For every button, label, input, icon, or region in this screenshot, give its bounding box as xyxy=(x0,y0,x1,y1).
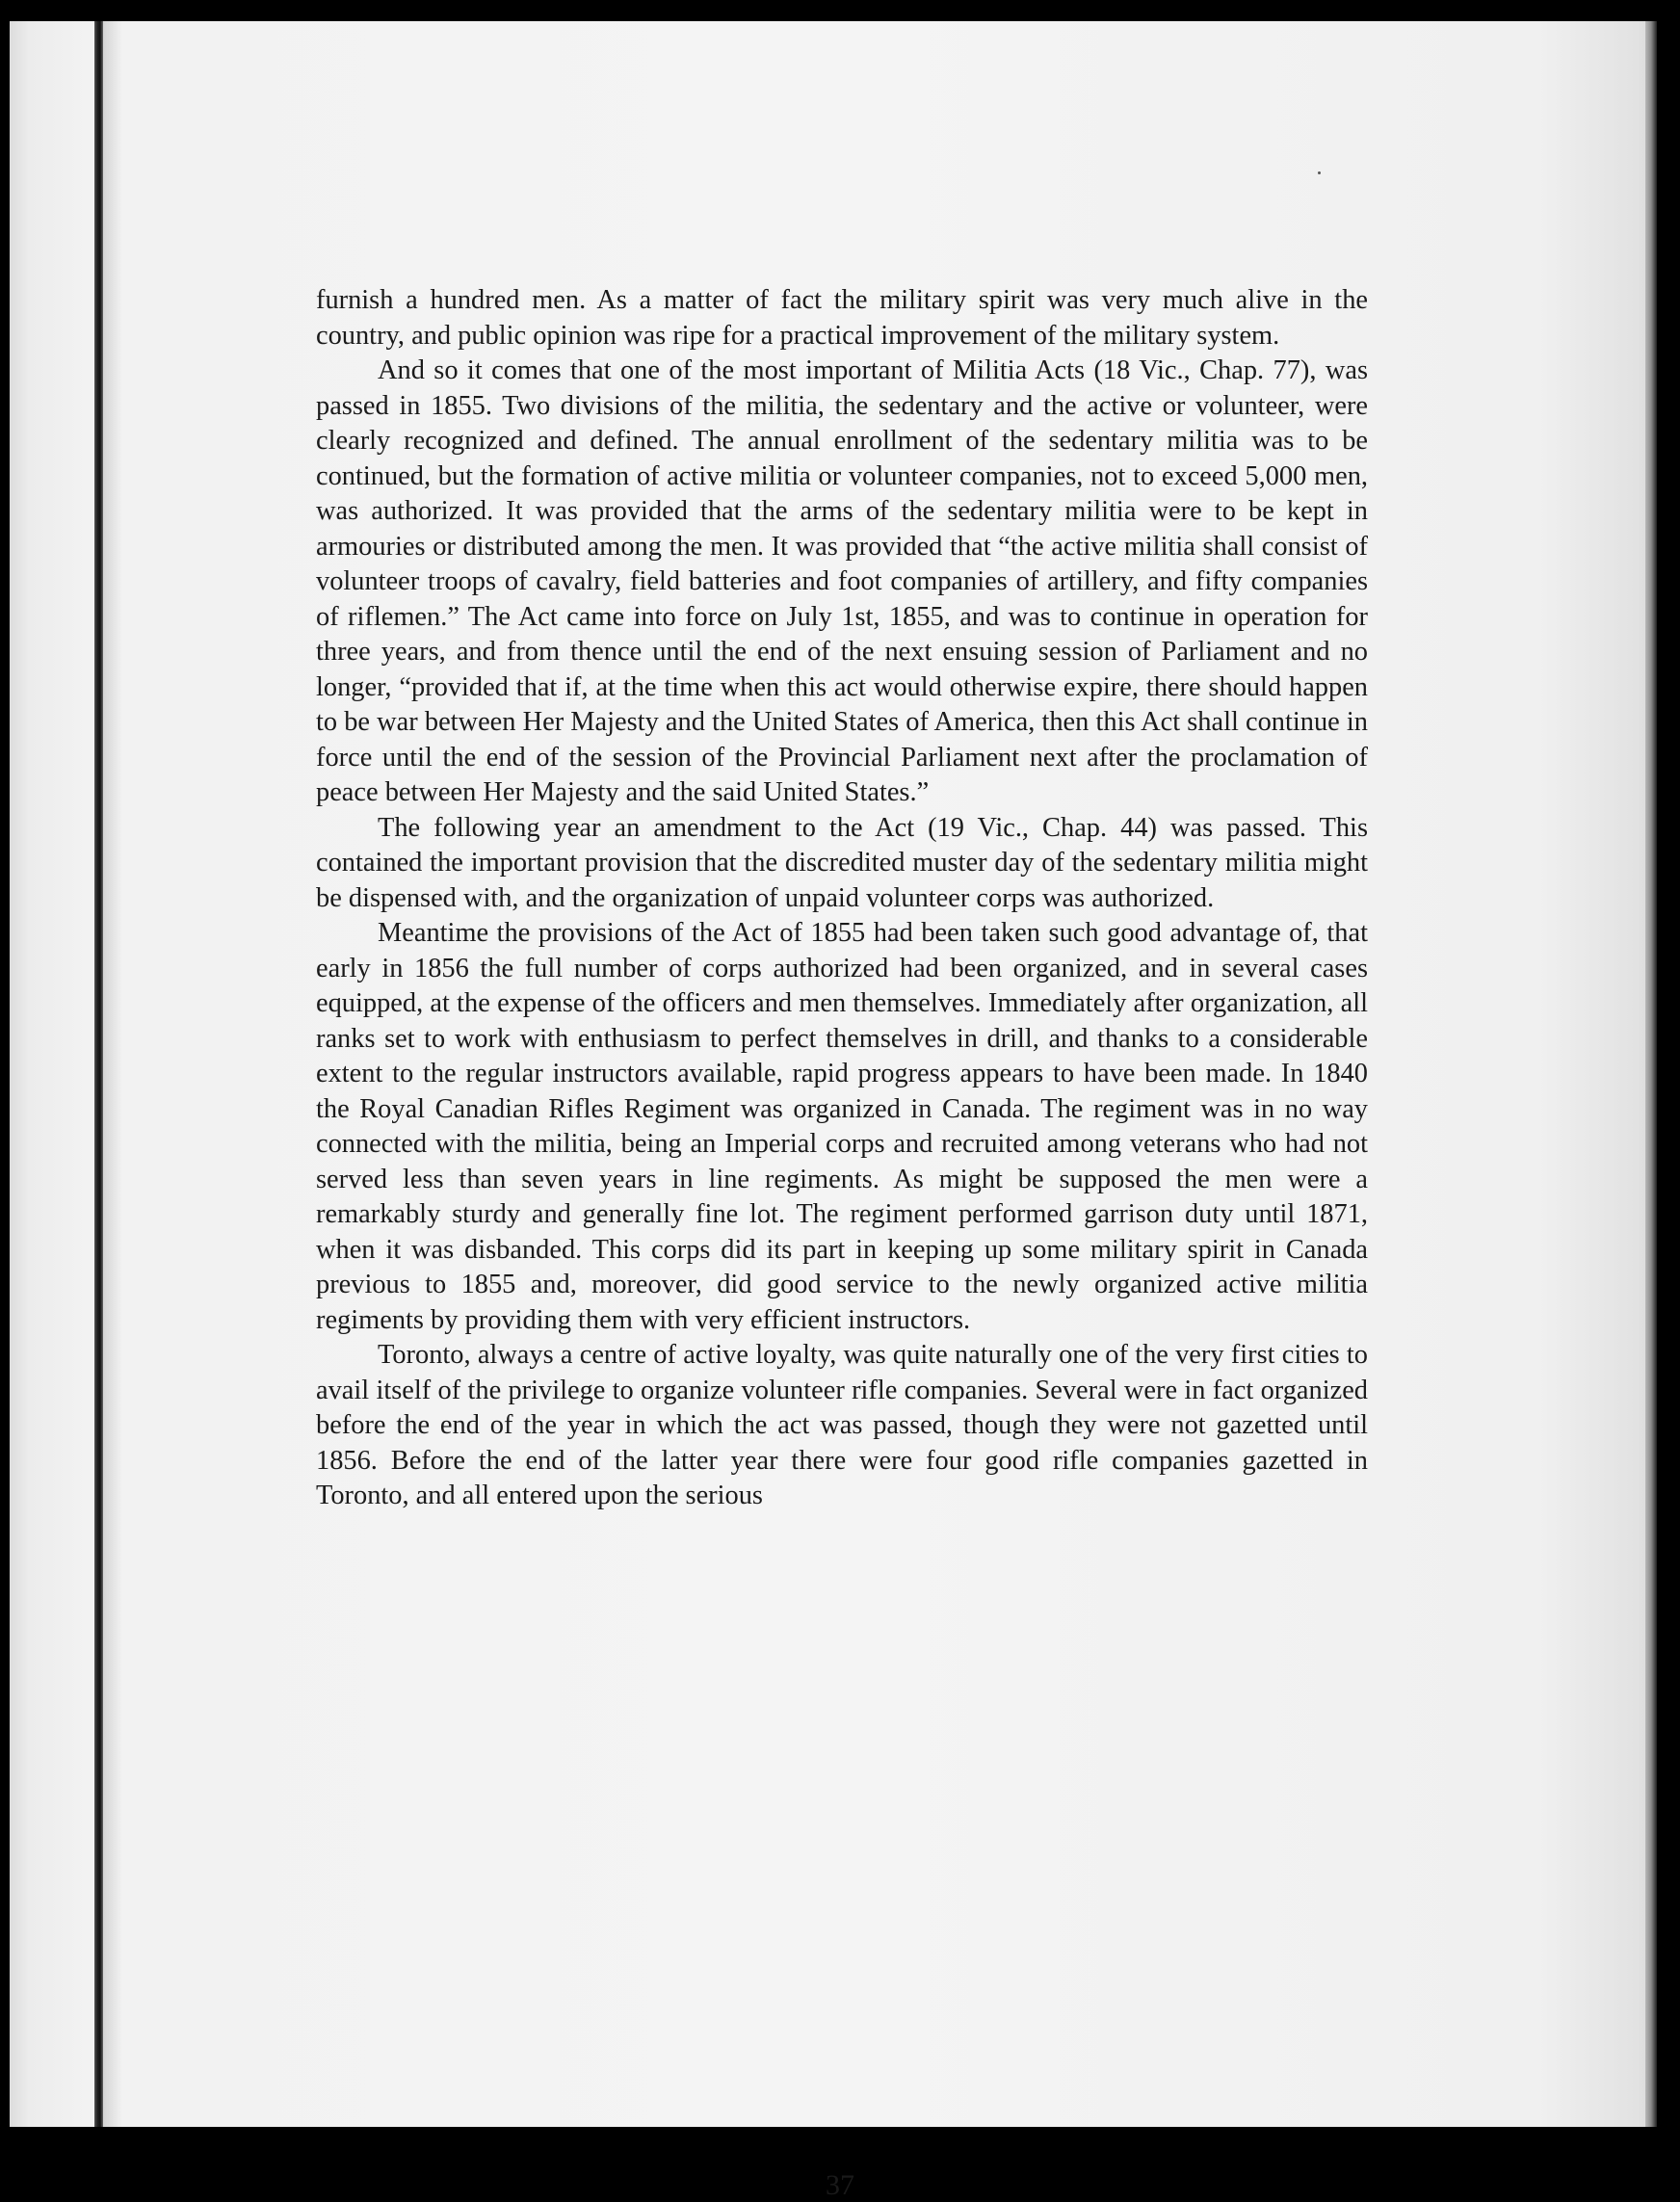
paragraph: And so it comes that one of the most important of Militia Acts (18 Vic., Chap. 77), was passed in 1855. Two divisions of the militia, the sedentary and the active or volunteer, were clearly recognized and defined. The annual enrollment of the sedentary militia was to be continued, but the formation of active militia or volunteer companies, not to exceed 5,000 men, was authorized. It was provided that the arms of the sedentary militia were to be kept in armouries or distributed among the men. It was provided that “the active militia shall consist of volunteer troops of cavalry, field batteries and foot companies of artillery, and fifty companies of riflemen.” The Act came into force on July 1st, 1855, and was to continue in operation for three years, and from thence until the end of the next ensuing session of Parliament and no longer, “provided that if, at the time when this act would otherwise expire, there should happen to be war between Her Majesty and the United States of America, then this Act shall continue in force until the end of the session of the Provincial Parliament next after the proclamation of peace between Her Majesty and the said United States.” xyxy=(316,355,1368,807)
paragraph: furnish a hundred men. As a matter of fact the military spirit was very much alive in the country, and public opinion was ripe for a practical improvement of the military system. xyxy=(316,285,1368,351)
page-right-edge xyxy=(1645,21,1657,2127)
scan-right-border xyxy=(1657,0,1680,2127)
paragraph: Meantime the provisions of the Act of 1855 had been taken such good advantage of, that early in 1856 the full number of corps authorized had been organized, and in several cases equipped, at the expense of the officers and men themselves. Immediately after organization, all ranks set to work with enthusiasm to perfect themselves in drill, and thanks to a considerable extent to the regular instructors available, rapid progress appears to have been made. In 1840 the Royal Canadian Rifles Regiment was organized in Canada. The regiment was in no way connected with the militia, being an Imperial corps and recruited among veterans who had not served less than seven years in line regiments. As might be supposed the men were a remarkably sturdy and generally fine lot. The regiment performed garrison duty until 1871, when it was disbanded. This corps did its part in keeping up some military spirit in Canada previous to 1855 and, moreover, did good service to the newly organized active militia regiments by providing them with very efficient instructors. xyxy=(316,918,1368,1335)
paragraph: Toronto, always a centre of active loyalty, was quite naturally one of the very first cities to avail itself of the privilege to organize volunteer rifle companies. Several were in fact organized before the end of the year in which the act was passed, though they were not gazetted until 1856. Before the end of the latter year there were four good rifle companies gazetted in Toronto, and all entered upon the serious xyxy=(316,1340,1368,1510)
body-text xyxy=(316,283,1368,1514)
binding-shadow xyxy=(103,21,122,2127)
book-binding-edge xyxy=(94,21,103,2127)
paragraph: The following year an amendment to the Act (19 Vic., Chap. 44) was passed. This contained the important provision that the discredited muster day of the sedentary militia might be dispensed with, and the organization of unpaid volunteer corps was authorized. xyxy=(316,812,1368,913)
scan-top-border xyxy=(0,0,1680,21)
paper-speck xyxy=(1318,171,1321,174)
page-number: 37 xyxy=(826,2169,854,2201)
